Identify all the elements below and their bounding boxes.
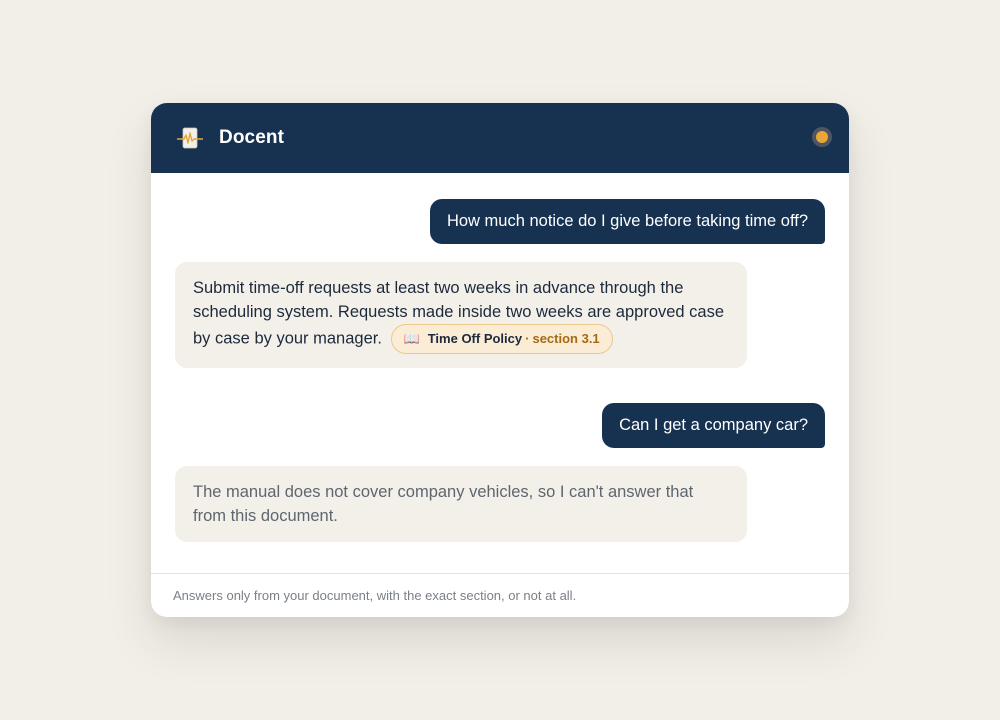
document-pulse-icon — [177, 127, 203, 151]
assistant-message — [175, 262, 747, 368]
status-dot-inner — [816, 131, 828, 143]
assistant-message-text: Submit time-off requests at least two weeks in advance through the scheduling system. Requests made inside two weeks are approved case by case by your manager. — [193, 279, 725, 348]
citation-document: Time Off Policy — [427, 331, 523, 346]
chat-window — [151, 103, 849, 617]
user-message: Can I get a company car? — [602, 403, 825, 448]
citation-chip[interactable] — [391, 324, 613, 354]
app-title: Docent — [219, 127, 284, 148]
assistant-message-text: The manual does not cover company vehicles, so I can't answer that from this document. — [193, 483, 694, 525]
assistant-message — [175, 466, 747, 542]
chat-header — [151, 103, 849, 173]
status-dot-icon — [812, 127, 832, 147]
citation-section: section 3.1 — [532, 331, 600, 346]
citation-separator: · — [525, 331, 530, 346]
message-list — [151, 173, 849, 572]
footer-disclaimer: Answers only from your document, with the exact section, or not at all. — [151, 573, 849, 617]
book-icon: 📖 — [403, 331, 420, 346]
user-message: How much notice do I give before taking time off? — [430, 199, 825, 244]
